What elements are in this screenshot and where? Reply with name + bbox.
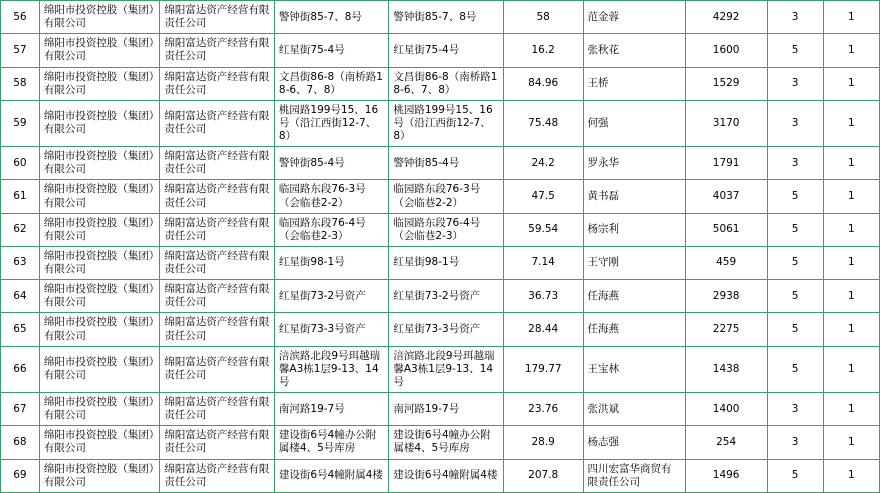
cell-years: 3 xyxy=(767,1,823,34)
cell-tenant: 杨志强 xyxy=(583,426,685,459)
cell-index: 64 xyxy=(1,280,40,313)
cell-count: 1 xyxy=(823,346,879,392)
cell-owner: 绵阳市投资控股（集团）有限公司 xyxy=(39,346,160,392)
cell-asset-name: 红星街98-1号 xyxy=(389,246,503,279)
table-body xyxy=(1,1,880,493)
cell-area: 59.54 xyxy=(503,213,583,246)
cell-user: 绵阳富达资产经营有限责任公司 xyxy=(160,1,274,34)
cell-index: 61 xyxy=(1,180,40,213)
table-row[interactable] xyxy=(1,100,880,146)
cell-years: 5 xyxy=(767,280,823,313)
cell-user: 绵阳富达资产经营有限责任公司 xyxy=(160,426,274,459)
cell-area: 23.76 xyxy=(503,393,583,426)
table-row[interactable] xyxy=(1,34,880,67)
cell-user: 绵阳富达资产经营有限责任公司 xyxy=(160,213,274,246)
table-row[interactable] xyxy=(1,426,880,459)
cell-area: 24.2 xyxy=(503,147,583,180)
cell-owner: 绵阳市投资控股（集团）有限公司 xyxy=(39,426,160,459)
cell-years: 3 xyxy=(767,426,823,459)
cell-owner: 绵阳市投资控股（集团）有限公司 xyxy=(39,100,160,146)
table-row[interactable] xyxy=(1,147,880,180)
cell-area: 84.96 xyxy=(503,67,583,100)
cell-user: 绵阳富达资产经营有限责任公司 xyxy=(160,100,274,146)
cell-area: 7.14 xyxy=(503,246,583,279)
cell-rent: 4037 xyxy=(685,180,767,213)
cell-area: 36.73 xyxy=(503,280,583,313)
cell-area: 28.44 xyxy=(503,313,583,346)
cell-tenant: 罗永华 xyxy=(583,147,685,180)
cell-count: 1 xyxy=(823,100,879,146)
cell-rent: 459 xyxy=(685,246,767,279)
cell-asset-name: 临园路东段76-3号（会临巷2-2） xyxy=(389,180,503,213)
cell-area: 207.8 xyxy=(503,459,583,492)
cell-years: 3 xyxy=(767,100,823,146)
cell-tenant: 任海燕 xyxy=(583,313,685,346)
table-row[interactable] xyxy=(1,246,880,279)
cell-user: 绵阳富达资产经营有限责任公司 xyxy=(160,313,274,346)
cell-owner: 绵阳市投资控股（集团）有限公司 xyxy=(39,180,160,213)
cell-address: 建设街6号4幢附属4楼 xyxy=(274,459,388,492)
cell-rent: 2938 xyxy=(685,280,767,313)
cell-address: 临园路东段76-3号（会临巷2-2） xyxy=(274,180,388,213)
cell-rent: 1496 xyxy=(685,459,767,492)
cell-count: 1 xyxy=(823,1,879,34)
table-row[interactable] xyxy=(1,180,880,213)
cell-asset-name: 警钟街85-7、8号 xyxy=(389,1,503,34)
cell-index: 69 xyxy=(1,459,40,492)
cell-tenant: 四川宏富华商贸有限责任公司 xyxy=(583,459,685,492)
cell-owner: 绵阳市投资控股（集团）有限公司 xyxy=(39,393,160,426)
cell-index: 67 xyxy=(1,393,40,426)
cell-asset-name: 临园路东段76-4号（会临巷2-3） xyxy=(389,213,503,246)
cell-owner: 绵阳市投资控股（集团）有限公司 xyxy=(39,67,160,100)
cell-years: 5 xyxy=(767,213,823,246)
cell-index: 62 xyxy=(1,213,40,246)
cell-tenant: 张洪斌 xyxy=(583,393,685,426)
table-row[interactable] xyxy=(1,1,880,34)
cell-years: 5 xyxy=(767,34,823,67)
cell-asset-name: 警钟街85-4号 xyxy=(389,147,503,180)
cell-user: 绵阳富达资产经营有限责任公司 xyxy=(160,34,274,67)
table-row[interactable] xyxy=(1,459,880,492)
cell-count: 1 xyxy=(823,147,879,180)
cell-address: 红星街98-1号 xyxy=(274,246,388,279)
cell-owner: 绵阳市投资控股（集团）有限公司 xyxy=(39,213,160,246)
cell-years: 3 xyxy=(767,393,823,426)
cell-index: 68 xyxy=(1,426,40,459)
cell-tenant: 黄书磊 xyxy=(583,180,685,213)
cell-asset-name: 红星街75-4号 xyxy=(389,34,503,67)
cell-rent: 2275 xyxy=(685,313,767,346)
cell-area: 58 xyxy=(503,1,583,34)
cell-tenant: 杨宗利 xyxy=(583,213,685,246)
cell-years: 5 xyxy=(767,180,823,213)
cell-area: 28.9 xyxy=(503,426,583,459)
table-row[interactable] xyxy=(1,67,880,100)
cell-address: 红星街73-3号资产 xyxy=(274,313,388,346)
cell-user: 绵阳富达资产经营有限责任公司 xyxy=(160,180,274,213)
cell-owner: 绵阳市投资控股（集团）有限公司 xyxy=(39,459,160,492)
cell-address: 涪滨路北段9号珥越瑞馨A3栋1层9-13、14号 xyxy=(274,346,388,392)
cell-owner: 绵阳市投资控股（集团）有限公司 xyxy=(39,1,160,34)
cell-owner: 绵阳市投资控股（集团）有限公司 xyxy=(39,34,160,67)
cell-rent: 1529 xyxy=(685,67,767,100)
cell-index: 65 xyxy=(1,313,40,346)
cell-tenant: 王守刚 xyxy=(583,246,685,279)
cell-user: 绵阳富达资产经营有限责任公司 xyxy=(160,67,274,100)
table-row[interactable] xyxy=(1,346,880,392)
cell-address: 警钟街85-4号 xyxy=(274,147,388,180)
cell-rent: 3170 xyxy=(685,100,767,146)
cell-count: 1 xyxy=(823,213,879,246)
table-row[interactable] xyxy=(1,213,880,246)
cell-asset-name: 桃园路199号15、16号（沿江西街12-7、8） xyxy=(389,100,503,146)
cell-years: 5 xyxy=(767,246,823,279)
cell-user: 绵阳富达资产经营有限责任公司 xyxy=(160,246,274,279)
cell-count: 1 xyxy=(823,34,879,67)
cell-rent: 1600 xyxy=(685,34,767,67)
cell-count: 1 xyxy=(823,313,879,346)
cell-tenant: 王宝林 xyxy=(583,346,685,392)
cell-years: 3 xyxy=(767,147,823,180)
cell-count: 1 xyxy=(823,280,879,313)
cell-rent: 1438 xyxy=(685,346,767,392)
cell-rent: 1791 xyxy=(685,147,767,180)
cell-address: 南河路19-7号 xyxy=(274,393,388,426)
table-row[interactable] xyxy=(1,393,880,426)
cell-index: 56 xyxy=(1,1,40,34)
cell-asset-name: 建设街6号4幢办公附属楼4、5号库房 xyxy=(389,426,503,459)
cell-index: 63 xyxy=(1,246,40,279)
cell-user: 绵阳富达资产经营有限责任公司 xyxy=(160,459,274,492)
cell-tenant: 范金蓉 xyxy=(583,1,685,34)
cell-index: 60 xyxy=(1,147,40,180)
cell-count: 1 xyxy=(823,426,879,459)
cell-user: 绵阳富达资产经营有限责任公司 xyxy=(160,280,274,313)
cell-user: 绵阳富达资产经营有限责任公司 xyxy=(160,393,274,426)
cell-rent: 254 xyxy=(685,426,767,459)
cell-years: 3 xyxy=(767,67,823,100)
cell-asset-name: 文昌街86-8（南桥路18-6、7、8） xyxy=(389,67,503,100)
cell-asset-name: 建设街6号4幢附属4楼 xyxy=(389,459,503,492)
cell-count: 1 xyxy=(823,393,879,426)
cell-area: 75.48 xyxy=(503,100,583,146)
cell-area: 179.77 xyxy=(503,346,583,392)
cell-years: 5 xyxy=(767,313,823,346)
cell-index: 59 xyxy=(1,100,40,146)
cell-count: 1 xyxy=(823,459,879,492)
cell-asset-name: 红星街73-3号资产 xyxy=(389,313,503,346)
cell-rent: 4292 xyxy=(685,1,767,34)
cell-count: 1 xyxy=(823,67,879,100)
cell-years: 5 xyxy=(767,459,823,492)
cell-asset-name: 涪滨路北段9号珥越瑞馨A3栋1层9-13、14号 xyxy=(389,346,503,392)
cell-count: 1 xyxy=(823,180,879,213)
cell-address: 红星街73-2号资产 xyxy=(274,280,388,313)
cell-index: 58 xyxy=(1,67,40,100)
cell-tenant: 张秋花 xyxy=(583,34,685,67)
cell-index: 66 xyxy=(1,346,40,392)
cell-address: 临园路东段76-4号（会临巷2-3） xyxy=(274,213,388,246)
cell-tenant: 王桥 xyxy=(583,67,685,100)
cell-tenant: 任海燕 xyxy=(583,280,685,313)
cell-address: 警钟街85-7、8号 xyxy=(274,1,388,34)
cell-area: 16.2 xyxy=(503,34,583,67)
cell-address: 桃园路199号15、16号（沿江西街12-7、8） xyxy=(274,100,388,146)
cell-tenant: 何强 xyxy=(583,100,685,146)
cell-address: 红星街75-4号 xyxy=(274,34,388,67)
cell-user: 绵阳富达资产经营有限责任公司 xyxy=(160,147,274,180)
table-row[interactable] xyxy=(1,280,880,313)
cell-asset-name: 南河路19-7号 xyxy=(389,393,503,426)
cell-owner: 绵阳市投资控股（集团）有限公司 xyxy=(39,313,160,346)
table-row[interactable] xyxy=(1,313,880,346)
cell-owner: 绵阳市投资控股（集团）有限公司 xyxy=(39,280,160,313)
cell-owner: 绵阳市投资控股（集团）有限公司 xyxy=(39,246,160,279)
cell-years: 5 xyxy=(767,346,823,392)
cell-count: 1 xyxy=(823,246,879,279)
cell-rent: 5061 xyxy=(685,213,767,246)
cell-owner: 绵阳市投资控股（集团）有限公司 xyxy=(39,147,160,180)
cell-area: 47.5 xyxy=(503,180,583,213)
cell-user: 绵阳富达资产经营有限责任公司 xyxy=(160,346,274,392)
cell-rent: 1400 xyxy=(685,393,767,426)
cell-address: 文昌街86-8（南桥路18-6、7、8） xyxy=(274,67,388,100)
cell-asset-name: 红星街73-2号资产 xyxy=(389,280,503,313)
cell-address: 建设街6号4幢办公附属楼4、5号库房 xyxy=(274,426,388,459)
cell-index: 57 xyxy=(1,34,40,67)
